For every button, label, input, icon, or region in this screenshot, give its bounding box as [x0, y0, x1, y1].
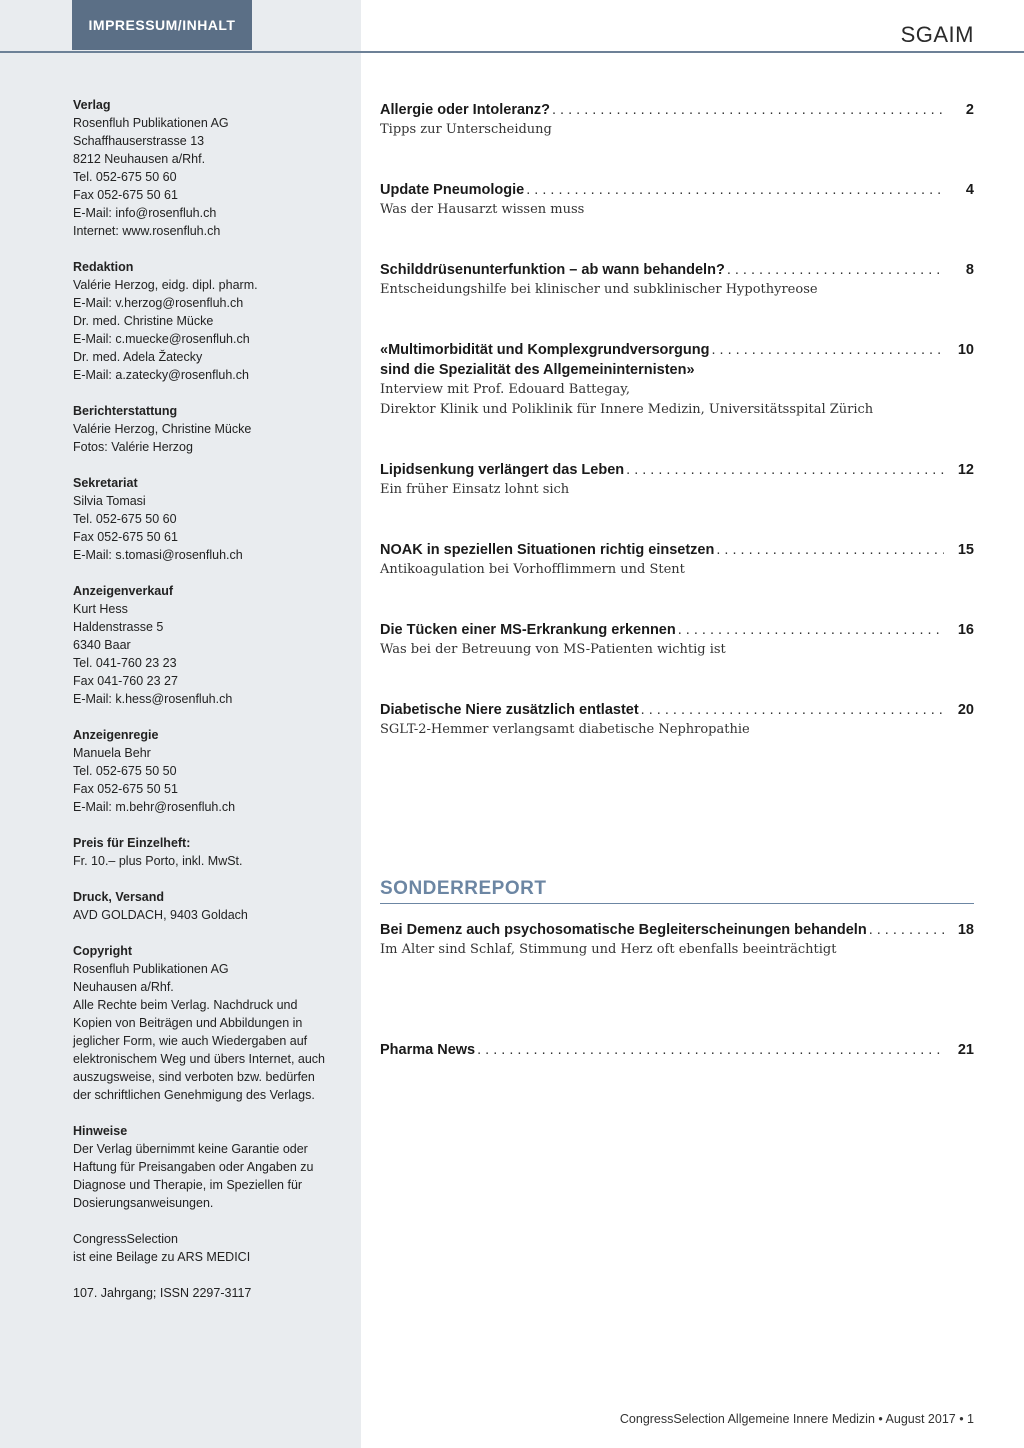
- imprint-heading: Hinweise: [73, 1124, 128, 1138]
- toc-entry-page: 2: [965, 102, 974, 118]
- imprint-line: Tel. 041-760 23 23: [73, 656, 177, 670]
- page-footer: CongressSelection Allgemeine Innere Medizin • August 2017 • 1: [619, 1412, 974, 1426]
- toc-entry-subtitle: Entscheidungshilfe bei klinischer und subklinischer Hypothyreose: [380, 282, 818, 297]
- imprint-line: 107. Jahrgang; ISSN 2297-3117: [73, 1286, 252, 1300]
- toc-entry-page: 12: [957, 462, 974, 478]
- imprint-heading: Druck, Versand: [73, 890, 165, 904]
- toc-entry-subtitle: Im Alter sind Schlaf, Stimmung und Herz oft ebenfalls beeinträchtigt: [380, 942, 837, 957]
- imprint-line: Tel. 052-675 50 60: [73, 170, 177, 184]
- imprint-heading: Anzeigenverkauf: [73, 584, 174, 598]
- toc-entry[interactable]: [380, 260, 974, 300]
- imprint-block-beilage: [73, 1230, 335, 1266]
- imprint-heading: Preis für Einzelheft:: [73, 836, 191, 850]
- toc-entry-subtitle: SGLT-2-Hemmer verlangsamt diabetische Nephropathie: [380, 722, 750, 737]
- toc-entry[interactable]: [380, 700, 974, 740]
- imprint-block-redaktion: [73, 258, 335, 384]
- toc-leader-dots: [727, 260, 944, 280]
- imprint-line: Schaffhauserstrasse 13: [73, 134, 205, 148]
- imprint-block-hinweise: [73, 1122, 335, 1212]
- toc-leader-dots: [869, 920, 944, 940]
- toc-entry-title: NOAK in speziellen Situationen richtig einsetzen: [380, 542, 715, 558]
- toc-entry-page: 16: [957, 622, 974, 638]
- imprint-line: Valérie Herzog, Christine Mücke: [73, 422, 252, 436]
- imprint-block-preis: [73, 834, 335, 870]
- toc-entry-page: 4: [965, 182, 974, 198]
- toc-leader-dots: [552, 100, 944, 120]
- toc-leader-dots: [626, 460, 944, 480]
- toc-entry-title: Bei Demenz auch psychosomatische Begleiterscheinungen behandeln: [380, 922, 867, 938]
- toc-entry[interactable]: [380, 1040, 974, 1060]
- imprint-paragraph: Alle Rechte beim Verlag. Nachdruck und Kopien von Beiträgen und Abbildungen in jeglicher Form, wie auch Wiedergaben auf elektronischem Weg und übers Internet, auch auszugsweise, sind verboten bzw. bedürfen der schriftlichen Genehmigung des Verlags.: [73, 998, 325, 1102]
- imprint-line: Fax 041-760 23 27: [73, 674, 178, 688]
- imprint-line: 6340 Baar: [73, 638, 131, 652]
- imprint-line: Tel. 052-675 50 50: [73, 764, 177, 778]
- toc-entry-subtitle: Interview mit Prof. Edouard Battegay,: [380, 382, 631, 397]
- toc-entry-page: 15: [957, 542, 974, 558]
- toc-entry-title: Allergie oder Intoleranz?: [380, 102, 550, 118]
- toc-entry[interactable]: [380, 540, 974, 580]
- imprint-heading: Anzeigenregie: [73, 728, 159, 742]
- imprint-line: Dr. med. Adela Žatecky: [73, 350, 203, 364]
- toc-entry-title: «Multimorbidität und Komplexgrundversorgung: [380, 342, 710, 358]
- toc-entry[interactable]: [380, 340, 974, 420]
- toc-entry-subtitle: Tipps zur Unterscheidung: [380, 122, 552, 137]
- imprint-line: 8212 Neuhausen a/Rhf.: [73, 152, 206, 166]
- imprint: [73, 96, 335, 1320]
- toc-leader-dots: [711, 340, 944, 360]
- toc-entry[interactable]: [380, 920, 974, 960]
- imprint-line: E-Mail: a.zatecky@rosenfluh.ch: [73, 368, 249, 382]
- toc-entry-page: 10: [957, 342, 974, 358]
- imprint-block-sekretariat: [73, 474, 335, 564]
- imprint-line: Fax 052-675 50 61: [73, 188, 178, 202]
- section-tab-label: IMPRESSUM/INHALT: [88, 17, 236, 33]
- imprint-line: ist eine Beilage zu ARS MEDICI: [73, 1250, 251, 1264]
- toc-entry-subtitle: Was der Hausarzt wissen muss: [380, 202, 585, 217]
- toc-entry-title: Diabetische Niere zusätzlich entlastet: [380, 702, 639, 718]
- toc-entry[interactable]: [380, 620, 974, 660]
- toc-entry-title: Update Pneumologie: [380, 182, 525, 198]
- imprint-line: CongressSelection: [73, 1232, 178, 1246]
- imprint-line: Kurt Hess: [73, 602, 128, 616]
- toc-entry-title-line2: sind die Spezialität des Allgemeininternisten»: [380, 362, 695, 378]
- sonderreport-heading: SONDERREPORT: [380, 878, 974, 904]
- toc-entry-title: Lipidsenkung verlängert das Leben: [380, 462, 625, 478]
- toc-entry-subtitle: Antikoagulation bei Vorhofflimmern und Stent: [380, 562, 685, 577]
- imprint-block-druck: [73, 888, 335, 924]
- imprint-line: Tel. 052-675 50 60: [73, 512, 177, 526]
- toc-entry-page: 21: [957, 1042, 974, 1058]
- imprint-line: Silvia Tomasi: [73, 494, 146, 508]
- imprint-line: Fax 052-675 50 61: [73, 530, 178, 544]
- imprint-line: E-Mail: s.tomasi@rosenfluh.ch: [73, 548, 243, 562]
- toc-entry-page: 18: [957, 922, 974, 938]
- toc-entry-title: Schilddrüsenunterfunktion – ab wann behandeln?: [380, 262, 725, 278]
- toc-leader-dots: [678, 620, 944, 640]
- imprint-paragraph: Der Verlag übernimmt keine Garantie oder Haftung für Preisangaben oder Angaben zu Diagnose und Therapie, im Speziellen für Dosierungsanweisungen.: [73, 1142, 314, 1210]
- imprint-line: Rosenfluh Publikationen AG: [73, 116, 229, 130]
- imprint-block-anzeigenverkauf: [73, 582, 335, 708]
- imprint-line: AVD GOLDACH, 9403 Goldach: [73, 908, 248, 922]
- imprint-block-copyright: [73, 942, 335, 1104]
- imprint-line: Neuhausen a/Rhf.: [73, 980, 174, 994]
- toc-entry-title: Die Tücken einer MS-Erkrankung erkennen: [380, 622, 676, 638]
- imprint-heading: Redaktion: [73, 260, 134, 274]
- imprint-line: Haldenstrasse 5: [73, 620, 164, 634]
- toc-leader-dots: [641, 700, 944, 720]
- toc-entry-page: 8: [965, 262, 974, 278]
- imprint-heading: Berichterstattung: [73, 404, 178, 418]
- imprint-line: Rosenfluh Publikationen AG: [73, 962, 229, 976]
- imprint-block-verlag: [73, 96, 335, 240]
- imprint-heading: Copyright: [73, 944, 133, 958]
- imprint-block-anzeigenregie: [73, 726, 335, 816]
- imprint-line: E-Mail: info@rosenfluh.ch: [73, 206, 217, 220]
- imprint-line: Internet: www.rosenfluh.ch: [73, 224, 221, 238]
- brand-name: SGAIM: [900, 22, 974, 47]
- imprint-line: Manuela Behr: [73, 746, 151, 760]
- toc-entry-subtitle: Ein früher Einsatz lohnt sich: [380, 482, 570, 497]
- imprint-heading: Sekretariat: [73, 476, 138, 490]
- section-tab: [72, 0, 252, 50]
- imprint-line: Valérie Herzog, eidg. dipl. pharm.: [73, 278, 258, 292]
- toc-leader-dots: [526, 180, 944, 200]
- imprint-line: Dr. med. Christine Mücke: [73, 314, 214, 328]
- toc-entry-subtitle: Was bei der Betreuung von MS-Patienten wichtig ist: [380, 642, 726, 657]
- toc-entry[interactable]: [380, 180, 974, 220]
- toc-entry-title: Pharma News: [380, 1042, 476, 1058]
- imprint-block-berichterstattung: [73, 402, 335, 456]
- imprint-line: Fr. 10.– plus Porto, inkl. MwSt.: [73, 854, 243, 868]
- imprint-block-issn: [73, 1284, 335, 1302]
- imprint-line: Fotos: Valérie Herzog: [73, 440, 193, 454]
- toc-entry-page: 20: [957, 702, 974, 718]
- imprint-line: E-Mail: v.herzog@rosenfluh.ch: [73, 296, 244, 310]
- header-rule: [0, 51, 1024, 53]
- toc-leader-dots: [477, 1040, 944, 1060]
- imprint-line: E-Mail: m.behr@rosenfluh.ch: [73, 800, 236, 814]
- toc-entry[interactable]: [380, 460, 974, 500]
- toc-entry[interactable]: [380, 100, 974, 140]
- toc-entry-subtitle: Direktor Klinik und Poliklinik für Innere Medizin, Universitätsspital Zürich: [380, 402, 874, 417]
- toc-leader-dots: [716, 540, 944, 560]
- imprint-line: E-Mail: k.hess@rosenfluh.ch: [73, 692, 233, 706]
- imprint-line: Fax 052-675 50 51: [73, 782, 178, 796]
- imprint-heading: Verlag: [73, 98, 111, 112]
- imprint-line: E-Mail: c.muecke@rosenfluh.ch: [73, 332, 250, 346]
